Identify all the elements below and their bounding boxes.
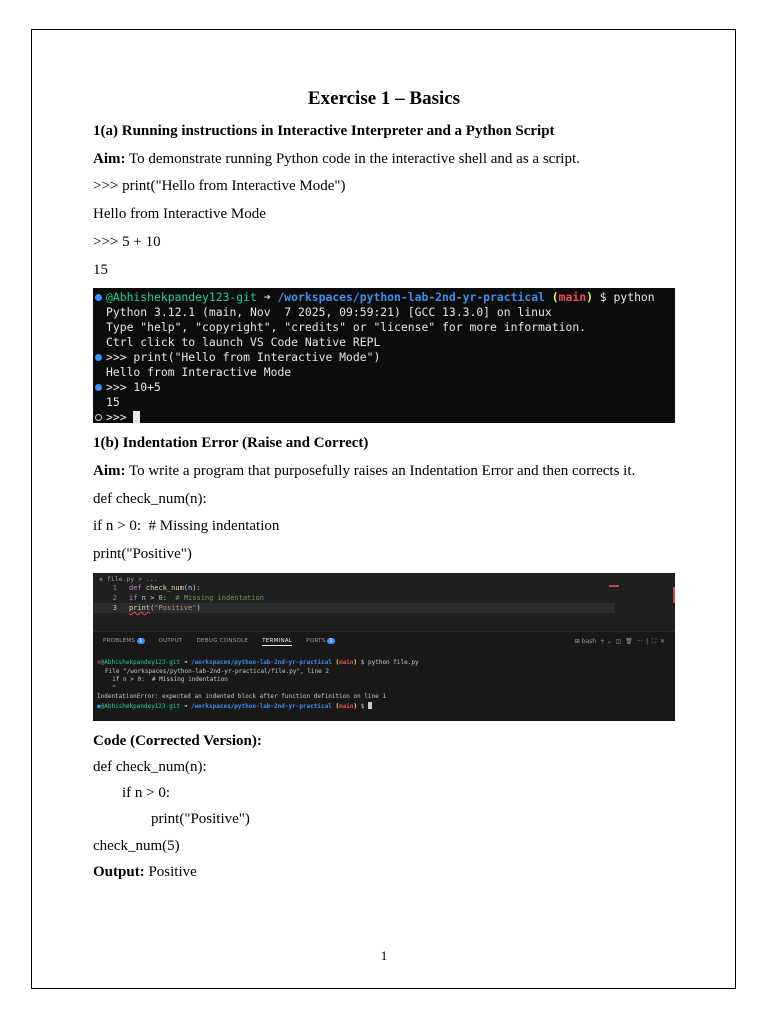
code-token: "Positive" xyxy=(154,604,197,612)
code-token: ) xyxy=(196,604,201,612)
prompt-arrow: ➜ xyxy=(256,290,278,304)
tab-debug-console[interactable]: DEBUG CONSOLE xyxy=(196,638,249,644)
prompt-branch: main xyxy=(339,702,354,710)
code-token: if xyxy=(129,594,142,602)
prompt-branch-close: ) xyxy=(586,290,600,304)
python-file-icon: ❖ xyxy=(99,575,107,583)
terminal-error-line: IndentationError: expected an indented block after function definition on line 1 xyxy=(97,693,386,700)
code-token: > xyxy=(145,594,159,602)
code-line: print("Positive") xyxy=(93,546,192,562)
corrected-code-line: if n > 0: xyxy=(107,785,171,801)
line-number: 2 xyxy=(112,594,117,602)
terminal-output-line: if n > 0: # Missing indentation xyxy=(105,676,228,683)
prompt-path: /workspaces/python-lab-2nd-yr-practical xyxy=(190,702,332,710)
section-a-aim xyxy=(93,150,580,168)
code-token: ): xyxy=(192,584,201,592)
prompt-command: $ xyxy=(360,702,368,710)
line-number: 1 xyxy=(112,584,117,592)
interactive-line: 15 xyxy=(93,262,108,278)
section-b-heading: 1(b) Indentation Error (Raise and Correct) xyxy=(93,435,369,451)
prompt-branch: main xyxy=(339,659,354,666)
terminal-input-line xyxy=(93,380,675,395)
terminal-output-line: ^ xyxy=(105,684,116,692)
code-comment: # Missing indentation xyxy=(175,594,264,602)
ports-count-badge: 1 xyxy=(329,638,333,644)
interactive-line: >>> print("Hello from Interactive Mode") xyxy=(93,178,346,194)
corrected-code-line: print("Positive") xyxy=(121,811,250,827)
prompt-path: /workspaces/python-lab-2nd-yr-practical xyxy=(277,290,545,304)
terminal-output-line: 15 xyxy=(106,395,120,409)
editor-line xyxy=(93,603,201,613)
aim-text: To write a program that purposefully raises an Indentation Error and then corrects it. xyxy=(125,463,636,479)
terminal-output-line: Hello from Interactive Mode xyxy=(106,365,292,379)
prompt-arrow: ➜ xyxy=(180,702,191,710)
aim-label: Aim: xyxy=(93,151,126,167)
repl-input: >>> 10+5 xyxy=(106,380,161,394)
breadcrumb-text: file.py > ... xyxy=(106,575,158,583)
terminal-icon: ⊞ xyxy=(574,638,582,645)
code-token: check_num xyxy=(145,584,184,592)
terminal-input-line xyxy=(93,350,675,365)
terminal-shell-selector[interactable]: bash xyxy=(581,638,597,645)
command-status-dot-icon xyxy=(95,294,102,301)
prompt-user: @Abhishekpandey123-git xyxy=(100,702,181,710)
error-status-icon: ⊗ xyxy=(97,659,101,666)
prompt-command: $ python file.py xyxy=(360,659,419,666)
cursor-icon xyxy=(133,411,140,423)
aim-label: Aim: xyxy=(93,463,126,479)
code-token: def xyxy=(129,584,146,592)
breadcrumb[interactable] xyxy=(99,575,158,583)
panel-action-icons[interactable]: + ⌄ ◫ 🗑 ··· | ⛶ ✕ xyxy=(599,638,665,645)
panel-tabs xyxy=(103,638,349,646)
editor-line xyxy=(93,583,201,593)
terminal-output-line: File "/workspaces/python-lab-2nd-yr-practical/file.py", line 2 xyxy=(105,667,329,675)
prompt-branch-open: ( xyxy=(544,290,559,304)
repl-input: >>> print("Hello from Interactive Mode") xyxy=(106,350,381,364)
code-token: : xyxy=(162,594,176,602)
section-a-heading: 1(a) Running instructions in Interactive Interpreter and a Python Script xyxy=(93,123,555,139)
corrected-code-line: check_num(5) xyxy=(93,838,180,854)
command-pending-dot-icon xyxy=(95,414,102,421)
interactive-line: Hello from Interactive Mode xyxy=(93,206,266,222)
tab-label: PORTS xyxy=(306,638,326,644)
output-value: Positive xyxy=(144,864,197,880)
aim-text: To demonstrate running Python code in the interactive shell and as a script. xyxy=(125,151,580,167)
terminal-screenshot-repl xyxy=(93,288,675,423)
tab-problems[interactable] xyxy=(103,638,145,644)
output-line xyxy=(93,863,197,881)
code-token: ( xyxy=(150,604,155,612)
terminal-output[interactable] xyxy=(97,659,419,710)
interactive-line: >>> 5 + 10 xyxy=(93,234,161,250)
prompt-branch: main xyxy=(558,290,587,304)
terminal-prompt-line: ⊗@Abhishekpandey123-git ➜ /workspaces/python-lab-2nd-yr-practical (main) $ python file.py xyxy=(97,659,419,666)
page-title: Exercise 1 – Basics xyxy=(307,88,461,109)
problems-count-badge: 1 xyxy=(139,638,143,644)
code-editor[interactable] xyxy=(93,573,675,631)
prompt-user: @Abhishekpandey123-git xyxy=(106,290,257,304)
vscode-screenshot xyxy=(93,573,675,721)
code-token-error: print xyxy=(129,604,151,612)
prompt-command: $ python xyxy=(599,290,655,304)
prompt-path: /workspaces/python-lab-2nd-yr-practical xyxy=(190,659,332,666)
tab-terminal[interactable]: TERMINAL xyxy=(262,638,293,644)
terminal-output-line: Python 3.12.1 (main, Nov 7 2025, 09:59:21) [GCC 13.3.0] on linux xyxy=(106,305,552,319)
bottom-panel xyxy=(93,631,675,721)
code-token: n xyxy=(188,584,193,592)
repl-prompt: >>> xyxy=(106,410,134,424)
tab-output[interactable]: OUTPUT xyxy=(158,638,183,644)
code-token: n xyxy=(141,594,146,602)
scrollbar-error-marker[interactable] xyxy=(673,587,675,603)
editor-line xyxy=(93,593,264,603)
terminal-output-line: Ctrl click to launch VS Code Native REPL xyxy=(106,335,381,349)
corrected-heading: Code (Corrected Version): xyxy=(93,733,262,749)
code-token: ( xyxy=(183,584,189,592)
corrected-code-line: def check_num(n): xyxy=(93,759,207,775)
prompt-arrow: ➜ xyxy=(180,659,191,666)
panel-actions xyxy=(575,638,665,646)
terminal-prompt-line xyxy=(93,290,675,305)
section-b-aim xyxy=(93,462,635,480)
command-status-dot-icon xyxy=(95,384,102,391)
minimap[interactable] xyxy=(609,585,619,587)
line-number: 3 xyxy=(112,604,117,612)
output-label: Output: xyxy=(93,864,145,880)
cursor-icon xyxy=(368,702,372,709)
tab-label: PROBLEMS xyxy=(103,638,136,644)
terminal-input-line[interactable] xyxy=(93,410,675,425)
code-line: if n > 0: # Missing indentation xyxy=(93,518,280,534)
tab-ports[interactable] xyxy=(306,638,335,644)
code-token: 0 xyxy=(158,594,163,602)
prompt-user: @Abhishekpandey123-git xyxy=(100,659,181,666)
command-status-dot-icon xyxy=(95,354,102,361)
status-dot-icon: ● xyxy=(97,702,101,710)
terminal-output-line: Type "help", "copyright", "credits" or "license" for more information. xyxy=(106,320,587,334)
terminal-prompt-line: ●@Abhishekpandey123-git ➜ /workspaces/python-lab-2nd-yr-practical (main) $ xyxy=(97,702,419,711)
page-number: 1 xyxy=(380,948,388,963)
code-line: def check_num(n): xyxy=(93,491,207,507)
